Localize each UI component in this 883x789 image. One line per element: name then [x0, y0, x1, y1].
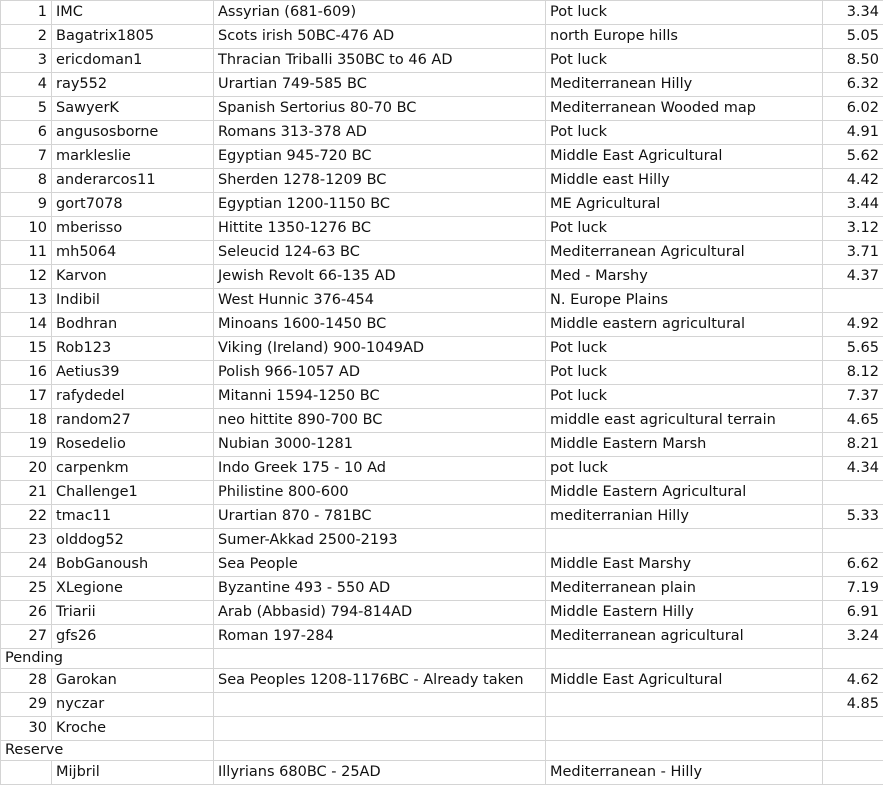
terrain-cell[interactable]: Mediterranean agricultural [546, 625, 823, 649]
score-cell[interactable]: 3.71 [823, 241, 883, 265]
row-number-cell[interactable]: 17 [1, 385, 52, 409]
army-cell[interactable]: Indo Greek 175 - 10 Ad [214, 457, 546, 481]
table-row [1, 1, 883, 25]
army-cell[interactable]: Byzantine 493 - 550 AD [214, 577, 546, 601]
player-cell[interactable]: markleslie [52, 145, 214, 169]
player-cell[interactable]: olddog52 [52, 529, 214, 553]
score-cell[interactable]: 6.91 [823, 601, 883, 625]
row-number-cell[interactable]: 15 [1, 337, 52, 361]
terrain-cell[interactable] [546, 717, 823, 741]
army-cell[interactable]: Viking (Ireland) 900-1049AD [214, 337, 546, 361]
empty-cell[interactable] [546, 649, 823, 669]
table-row [1, 265, 883, 289]
terrain-cell[interactable]: Mediterranean Wooded map [546, 97, 823, 121]
empty-cell[interactable] [214, 741, 546, 761]
table-row [1, 457, 883, 481]
table-row [1, 717, 883, 741]
player-cell[interactable]: Rosedelio [52, 433, 214, 457]
row-number-cell[interactable]: 21 [1, 481, 52, 505]
score-cell[interactable]: 4.34 [823, 457, 883, 481]
score-cell[interactable]: 8.21 [823, 433, 883, 457]
player-cell[interactable]: Indibil [52, 289, 214, 313]
row-number-cell[interactable]: 4 [1, 73, 52, 97]
terrain-cell[interactable]: Pot luck [546, 217, 823, 241]
table-row [1, 693, 883, 717]
army-cell[interactable]: Hittite 1350-1276 BC [214, 217, 546, 241]
score-cell[interactable] [823, 761, 883, 785]
score-cell[interactable] [823, 529, 883, 553]
army-cell[interactable]: West Hunnic 376-454 [214, 289, 546, 313]
score-cell[interactable]: 6.02 [823, 97, 883, 121]
score-cell[interactable]: 5.33 [823, 505, 883, 529]
row-number-cell[interactable]: 9 [1, 193, 52, 217]
score-cell[interactable]: 4.65 [823, 409, 883, 433]
row-number-cell[interactable]: 3 [1, 49, 52, 73]
score-cell[interactable]: 5.05 [823, 25, 883, 49]
player-cell[interactable]: Kroche [52, 717, 214, 741]
table-row [1, 409, 883, 433]
score-cell[interactable]: 6.62 [823, 553, 883, 577]
player-cell[interactable]: Rob123 [52, 337, 214, 361]
row-number-cell[interactable]: 14 [1, 313, 52, 337]
terrain-cell[interactable]: Middle eastern agricultural [546, 313, 823, 337]
row-number-cell[interactable]: 16 [1, 361, 52, 385]
terrain-cell[interactable]: middle east agricultural terrain [546, 409, 823, 433]
table-row [1, 669, 883, 693]
row-number-cell[interactable]: 23 [1, 529, 52, 553]
terrain-cell[interactable]: Middle East Agricultural [546, 145, 823, 169]
player-cell[interactable]: random27 [52, 409, 214, 433]
table-row [1, 241, 883, 265]
player-cell[interactable]: nyczar [52, 693, 214, 717]
score-cell[interactable]: 8.50 [823, 49, 883, 73]
row-number-cell[interactable]: 26 [1, 601, 52, 625]
terrain-cell[interactable]: Pot luck [546, 1, 823, 25]
player-cell[interactable]: IMC [52, 1, 214, 25]
table-row [1, 625, 883, 649]
player-cell[interactable]: anderarcos11 [52, 169, 214, 193]
table-row [1, 25, 883, 49]
player-cell[interactable]: Garokan [52, 669, 214, 693]
player-cell[interactable]: Karvon [52, 265, 214, 289]
row-number-cell[interactable] [1, 761, 52, 785]
terrain-cell[interactable]: mediterranian Hilly [546, 505, 823, 529]
row-number-cell[interactable]: 5 [1, 97, 52, 121]
table-row [1, 529, 883, 553]
row-number-cell[interactable]: 22 [1, 505, 52, 529]
section-label[interactable]: Reserve [1, 741, 214, 761]
row-number-cell[interactable]: 27 [1, 625, 52, 649]
table-row [1, 97, 883, 121]
army-cell[interactable]: Mitanni 1594-1250 BC [214, 385, 546, 409]
player-cell[interactable]: ericdoman1 [52, 49, 214, 73]
row-number-cell[interactable]: 13 [1, 289, 52, 313]
player-cell[interactable]: angusosborne [52, 121, 214, 145]
score-cell[interactable]: 4.91 [823, 121, 883, 145]
player-cell[interactable]: BobGanoush [52, 553, 214, 577]
terrain-cell[interactable]: Pot luck [546, 121, 823, 145]
player-cell[interactable]: XLegione [52, 577, 214, 601]
table-row [1, 217, 883, 241]
terrain-cell[interactable]: Mediterranean plain [546, 577, 823, 601]
army-cell[interactable]: Urartian 749-585 BC [214, 73, 546, 97]
terrain-cell[interactable]: Pot luck [546, 361, 823, 385]
score-cell[interactable] [823, 289, 883, 313]
player-cell[interactable]: Triarii [52, 601, 214, 625]
player-cell[interactable]: rafydedel [52, 385, 214, 409]
army-cell[interactable] [214, 717, 546, 741]
army-cell[interactable]: Urartian 870 - 781BC [214, 505, 546, 529]
army-cell[interactable]: Seleucid 124-63 BC [214, 241, 546, 265]
table-row [1, 121, 883, 145]
table-row [1, 553, 883, 577]
row-number-cell[interactable]: 29 [1, 693, 52, 717]
table-row [1, 145, 883, 169]
row-number-cell[interactable]: 2 [1, 25, 52, 49]
score-cell[interactable]: 4.92 [823, 313, 883, 337]
army-cell[interactable]: Assyrian (681-609) [214, 1, 546, 25]
score-cell[interactable] [823, 717, 883, 741]
terrain-cell[interactable] [546, 693, 823, 717]
row-number-cell[interactable]: 8 [1, 169, 52, 193]
army-cell[interactable]: Egyptian 945-720 BC [214, 145, 546, 169]
table-row [1, 49, 883, 73]
row-number-cell[interactable]: 12 [1, 265, 52, 289]
army-cell[interactable]: Sea People [214, 553, 546, 577]
table-row [1, 169, 883, 193]
terrain-cell[interactable]: Mediterranean Hilly [546, 73, 823, 97]
row-number-cell[interactable]: 6 [1, 121, 52, 145]
row-number-cell[interactable]: 24 [1, 553, 52, 577]
player-cell[interactable]: gort7078 [52, 193, 214, 217]
player-cell[interactable]: mberisso [52, 217, 214, 241]
score-cell[interactable]: 7.37 [823, 385, 883, 409]
terrain-cell[interactable]: Med - Marshy [546, 265, 823, 289]
army-cell[interactable]: Scots irish 50BC-476 AD [214, 25, 546, 49]
table-row [1, 601, 883, 625]
terrain-cell[interactable]: Middle Eastern Agricultural [546, 481, 823, 505]
empty-cell[interactable] [823, 741, 883, 761]
army-cell[interactable]: Illyrians 680BC - 25AD [214, 761, 546, 785]
terrain-cell[interactable]: Pot luck [546, 337, 823, 361]
section-row [1, 741, 883, 761]
table-row [1, 433, 883, 457]
army-cell[interactable]: Sherden 1278-1209 BC [214, 169, 546, 193]
terrain-cell[interactable] [546, 529, 823, 553]
score-cell[interactable]: 3.44 [823, 193, 883, 217]
player-cell[interactable]: Bagatrix1805 [52, 25, 214, 49]
empty-cell[interactable] [823, 649, 883, 669]
score-cell[interactable] [823, 481, 883, 505]
terrain-cell[interactable]: Middle East Marshy [546, 553, 823, 577]
player-cell[interactable]: Mijbril [52, 761, 214, 785]
row-number-cell[interactable]: 20 [1, 457, 52, 481]
player-cell[interactable]: Challenge1 [52, 481, 214, 505]
score-cell[interactable]: 7.19 [823, 577, 883, 601]
terrain-cell[interactable]: north Europe hills [546, 25, 823, 49]
player-cell[interactable]: SawyerK [52, 97, 214, 121]
player-cell[interactable]: Aetius39 [52, 361, 214, 385]
section-row [1, 649, 883, 669]
army-cell[interactable]: Roman 197-284 [214, 625, 546, 649]
score-cell[interactable]: 4.42 [823, 169, 883, 193]
score-cell[interactable]: 4.37 [823, 265, 883, 289]
army-cell[interactable]: Spanish Sertorius 80-70 BC [214, 97, 546, 121]
table-row [1, 385, 883, 409]
army-cell[interactable]: Romans 313-378 AD [214, 121, 546, 145]
player-cell[interactable]: tmac11 [52, 505, 214, 529]
terrain-cell[interactable]: Mediterranean - Hilly [546, 761, 823, 785]
terrain-cell[interactable]: Pot luck [546, 385, 823, 409]
player-cell[interactable]: gfs26 [52, 625, 214, 649]
table-row [1, 361, 883, 385]
table-row [1, 337, 883, 361]
army-cell[interactable]: Egyptian 1200-1150 BC [214, 193, 546, 217]
army-cell[interactable]: neo hittite 890-700 BC [214, 409, 546, 433]
row-number-cell[interactable]: 10 [1, 217, 52, 241]
row-number-cell[interactable]: 7 [1, 145, 52, 169]
terrain-cell[interactable]: N. Europe Plains [546, 289, 823, 313]
table-row [1, 193, 883, 217]
table-row [1, 289, 883, 313]
army-cell[interactable]: Minoans 1600-1450 BC [214, 313, 546, 337]
row-number-cell[interactable]: 11 [1, 241, 52, 265]
army-cell[interactable] [214, 693, 546, 717]
army-cell[interactable]: Polish 966-1057 AD [214, 361, 546, 385]
table-row [1, 761, 883, 785]
table-row [1, 577, 883, 601]
table-row [1, 73, 883, 97]
row-number-cell[interactable]: 19 [1, 433, 52, 457]
army-cell[interactable]: Sumer-Akkad 2500-2193 [214, 529, 546, 553]
terrain-cell[interactable]: Middle Eastern Marsh [546, 433, 823, 457]
army-cell[interactable]: Arab (Abbasid) 794-814AD [214, 601, 546, 625]
table-row [1, 313, 883, 337]
table-row [1, 505, 883, 529]
player-cell[interactable]: Bodhran [52, 313, 214, 337]
player-cell[interactable]: ray552 [52, 73, 214, 97]
score-cell[interactable]: 5.62 [823, 145, 883, 169]
score-cell[interactable]: 3.34 [823, 1, 883, 25]
army-cell[interactable]: Nubian 3000-1281 [214, 433, 546, 457]
score-cell[interactable]: 5.65 [823, 337, 883, 361]
player-cell[interactable]: carpenkm [52, 457, 214, 481]
row-number-cell[interactable]: 1 [1, 1, 52, 25]
terrain-cell[interactable]: ME Agricultural [546, 193, 823, 217]
score-cell[interactable]: 6.32 [823, 73, 883, 97]
army-cell[interactable]: Thracian Triballi 350BC to 46 AD [214, 49, 546, 73]
row-number-cell[interactable]: 30 [1, 717, 52, 741]
sheet-body [1, 1, 883, 785]
score-cell[interactable]: 8.12 [823, 361, 883, 385]
army-cell[interactable]: Philistine 800-600 [214, 481, 546, 505]
player-cell[interactable]: mh5064 [52, 241, 214, 265]
empty-cell[interactable] [214, 649, 546, 669]
terrain-cell[interactable]: Middle east Hilly [546, 169, 823, 193]
terrain-cell[interactable]: Middle East Agricultural [546, 669, 823, 693]
score-cell[interactable]: 3.12 [823, 217, 883, 241]
table-row [1, 481, 883, 505]
terrain-cell[interactable]: pot luck [546, 457, 823, 481]
score-cell[interactable]: 4.85 [823, 693, 883, 717]
row-number-cell[interactable]: 25 [1, 577, 52, 601]
empty-cell[interactable] [546, 741, 823, 761]
terrain-cell[interactable]: Middle Eastern Hilly [546, 601, 823, 625]
terrain-cell[interactable]: Pot luck [546, 49, 823, 73]
score-cell[interactable]: 3.24 [823, 625, 883, 649]
terrain-cell[interactable]: Mediterranean Agricultural [546, 241, 823, 265]
score-cell[interactable]: 4.62 [823, 669, 883, 693]
row-number-cell[interactable]: 28 [1, 669, 52, 693]
army-cell[interactable]: Sea Peoples 1208-1176BC - Already taken [214, 669, 546, 693]
army-cell[interactable]: Jewish Revolt 66-135 AD [214, 265, 546, 289]
section-label[interactable]: Pending [1, 649, 214, 669]
row-number-cell[interactable]: 18 [1, 409, 52, 433]
